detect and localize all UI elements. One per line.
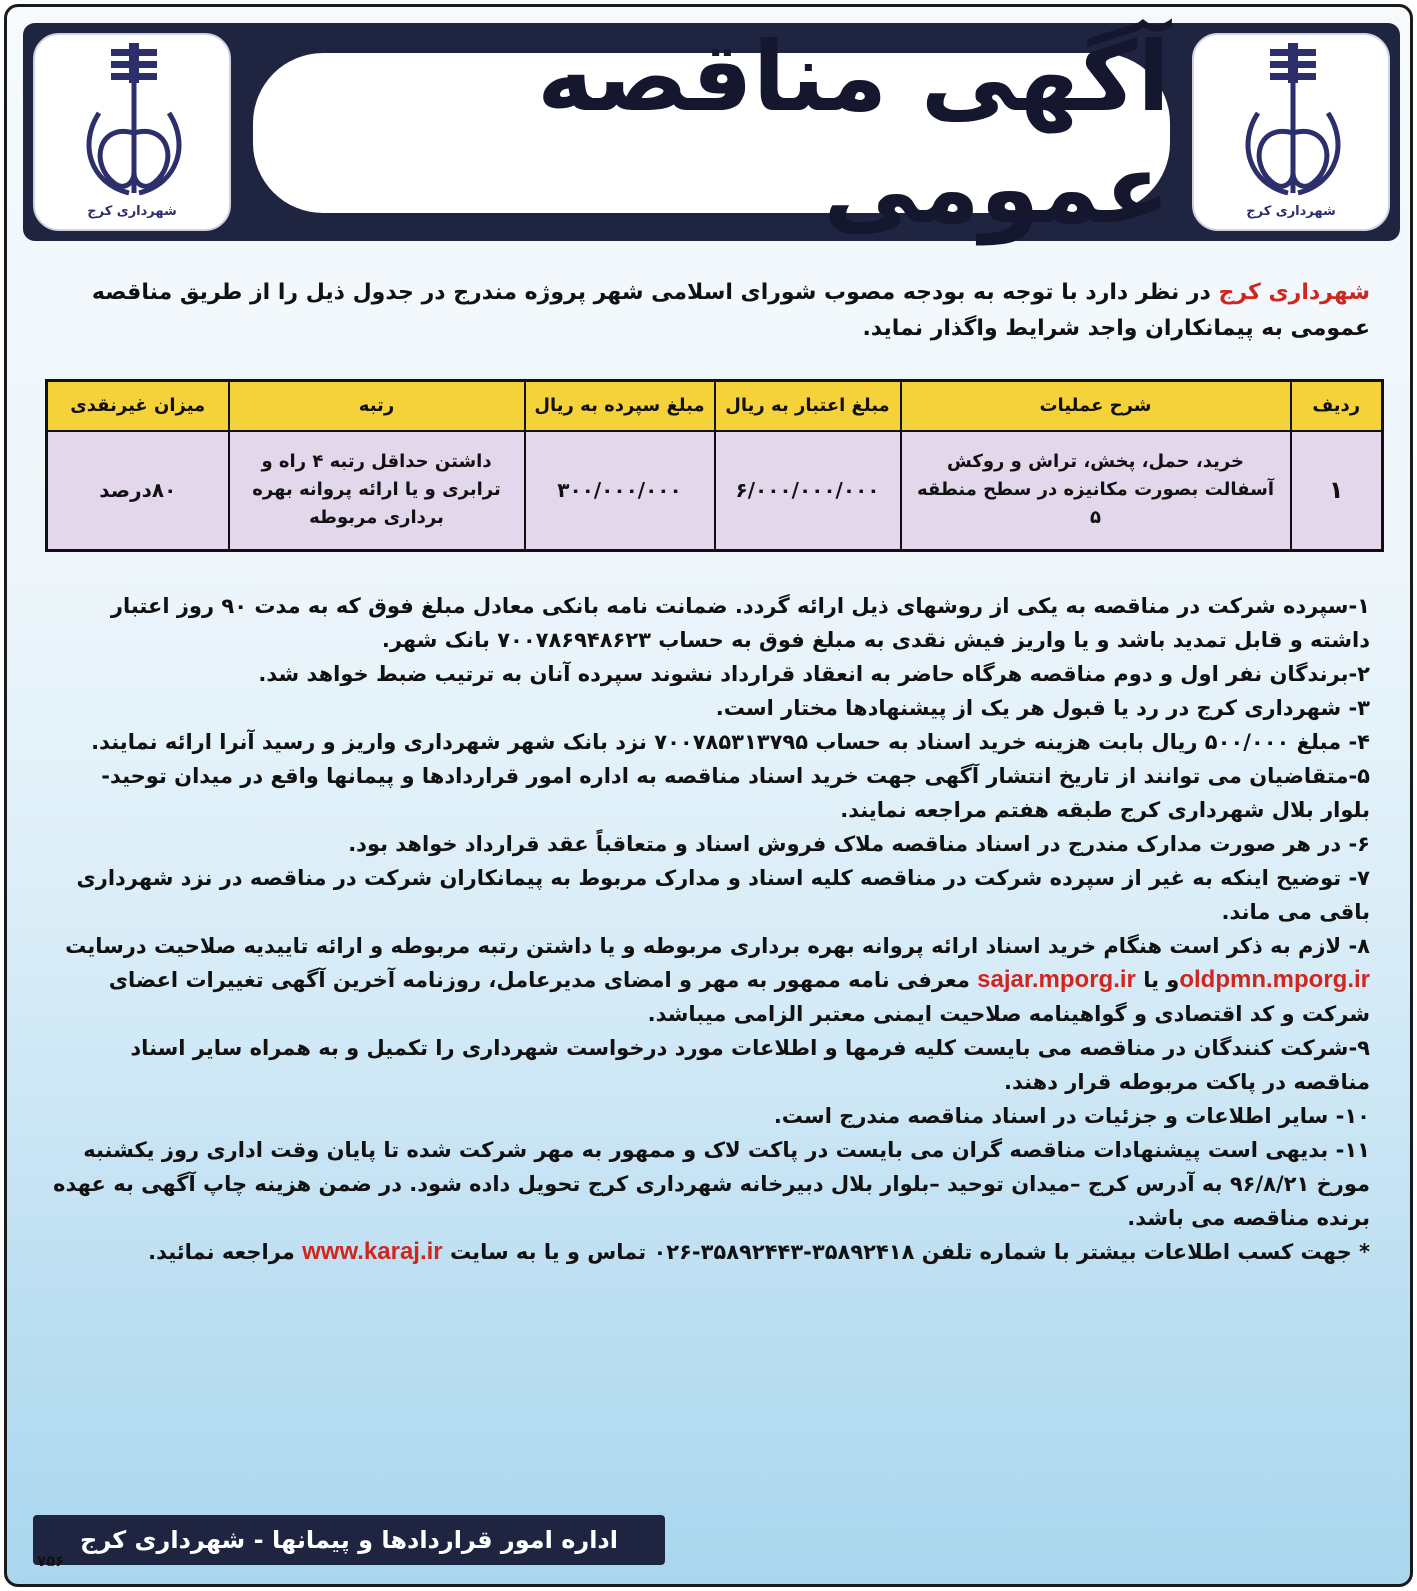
logo-caption: شهرداری کرج <box>1246 204 1336 219</box>
condition-item: ۶- در هر صورت مدارک مندرج در اسناد مناقصه ملاک فروش اسناد و متعاقباً عقد قرارداد خواهد بود. <box>348 832 1370 856</box>
condition-item: ۲-برندگان نفر اول و دوم مناقصه هرگاه حاضر به انعقاد قرارداد نشوند سپرده آنان به ترتیب ضبط خواهد شد. <box>258 662 1370 686</box>
cell-description: خرید، حمل، پخش، تراش و روکش آسفالت بصورت مکانیزه در سطح منطقه ۵ <box>901 431 1291 551</box>
condition-8-text-rest: معرفی نامه ممهور به مهر و امضای مدیرعامل، روزنامه آخرین آگهی تغییرات اعضای شرکت و کد اقتصادی و گواهینامه صلاحیت ایمنی معتبر الزامی میباشد. <box>108 968 1370 1026</box>
col-header-description: شرح عملیات <box>901 381 1291 431</box>
contact-text: * جهت کسب اطلاعات بیشتر با شماره تلفن ۳۵۸۹۲۴۱۸-۳۵۸۹۲۴۴۳-۰۲۶ تماس و یا به سایت <box>442 1240 1370 1264</box>
oldpmn-link[interactable]: oldpmn.mporg.ir <box>1179 966 1370 993</box>
tender-table <box>45 379 1384 552</box>
cell-credit-amount: ۶/۰۰۰/۰۰۰/۰۰۰ <box>715 431 901 551</box>
condition-item: ۷- توضیح اینکه به غیر از سپرده شرکت در مناقصه کلیه اسناد و مدارک مربوط به پیمانکاران شرکت در مناقصه در نزد شهرداری باقی می ماند. <box>76 866 1370 924</box>
table-header-row <box>47 381 1383 431</box>
karaj-emblem-icon <box>1218 43 1368 203</box>
contact-line <box>47 1235 1370 1269</box>
intro-paragraph <box>47 275 1370 347</box>
cell-row-number: ۱ <box>1291 431 1383 551</box>
page-title: آگهی مناقصه عمومی <box>253 53 1170 213</box>
sajar-link[interactable]: sajar.mporg.ir <box>977 966 1136 993</box>
condition-item: ۹-شرکت کنندگان در مناقصه می بایست کلیه فرمها و اطلاعات مورد درخواست شهرداری را تکمیل و به همراه سایر اسناد مناقصه در پاکت مربوطه قرار دهند. <box>130 1036 1370 1094</box>
notice-frame <box>4 4 1413 1587</box>
condition-item: ۳- شهرداری کرج در رد یا قبول هر یک از پیشنهادها مختار است. <box>715 696 1370 720</box>
col-header-non-cash: میزان غیرنقدی <box>47 381 229 431</box>
footer-band: اداره امور قراردادها و پیمانها - شهرداری کرج <box>33 1515 665 1565</box>
intro-text: در نظر دارد با توجه به بودجه مصوب شورای اسلامی شهر پروژه مندرج در جدول ذیل را از طریق مناقصه عمومی به پیمانکاران واجد شرایط واگذار نماید. <box>91 280 1370 341</box>
contact-text-end: مراجعه نمائید. <box>148 1240 303 1264</box>
header-band <box>23 21 1400 245</box>
cell-deposit-amount: ۳۰۰/۰۰۰/۰۰۰ <box>525 431 715 551</box>
col-header-credit-amount: مبلغ اعتبار به ریال <box>715 381 901 431</box>
logo-caption: شهرداری کرج <box>87 204 177 219</box>
logo-right <box>1192 33 1390 231</box>
condition-item: ۴- مبلغ ۵۰۰/۰۰۰ ریال بابت هزینه خرید اسناد به حساب ۷۰۰۷۸۵۳۱۳۷۹۵ نزد بانک شهر شهرداری واریز و رسید آنرا ارائه نمایند. <box>91 730 1370 754</box>
karaj-emblem-icon <box>59 43 209 203</box>
condition-item: ۱۱- بدیهی است پیشنهادات مناقصه گران می بایست در پاکت لاک و ممهور به مهر شرکت شده تا پایان وقت اداری روز یکشنبه مورخ ۹۶/۸/۲۱ به آدرس کرج –میدان توحید –بلوار بلال دبیرخانه شهرداری کرج تحویل داده شود. در ضمن هزینه چاپ آگهی به عهده برنده مناقصه می باشد. <box>53 1138 1370 1230</box>
table-row <box>47 431 1383 551</box>
logo-left <box>33 33 231 231</box>
cell-non-cash: ۸۰درصد <box>47 431 229 551</box>
condition-8-or: و یا <box>1135 968 1180 992</box>
intro-org: شهرداری کرج <box>1218 280 1370 305</box>
karaj-website-link[interactable]: www.karaj.ir <box>302 1238 443 1265</box>
page-number: ۷۵۶ <box>37 1552 65 1570</box>
condition-item: ۵-متقاضیان می توانند از تاریخ انتشار آگهی جهت خرید اسناد مناقصه به اداره امور قراردادها و پیمانها واقع در میدان توحید- بلوار بلال شهرداری کرج طبقه هفتم مراجعه نمایند. <box>101 764 1370 822</box>
condition-item: ۱-سپرده شرکت در مناقصه به یکی از روشهای ذیل ارائه گردد. ضمانت نامه بانکی معادل مبلغ فوق که به مدت ۹۰ روز اعتبار داشته و قابل تمدید باشد و یا واریز فیش نقدی به مبلغ فوق به حساب ۷۰۰۷۸۶۹۴۸۶۲۳ بانک شهر. <box>110 594 1370 652</box>
condition-8-text: ۸- لازم به ذکر است هنگام خرید اسناد ارائه پروانه بهره برداری مربوطه و یا داشتن رتبه مربوطه و ارائه تاییدیه صلاحیت درسایت <box>65 934 1370 958</box>
cell-rank: داشتن حداقل رتبه ۴ راه و ترابری و یا ارائه پروانه بهره برداری مربوطه <box>229 431 525 551</box>
col-header-deposit-amount: مبلغ سپرده به ریال <box>525 381 715 431</box>
condition-item: ۱۰- سایر اطلاعات و جزئیات در اسناد مناقصه مندرج است. <box>773 1104 1370 1128</box>
condition-item-8 <box>47 929 1370 1031</box>
col-header-row-number: ردیف <box>1291 381 1383 431</box>
col-header-rank: رتبه <box>229 381 525 431</box>
conditions-list <box>47 589 1370 1269</box>
